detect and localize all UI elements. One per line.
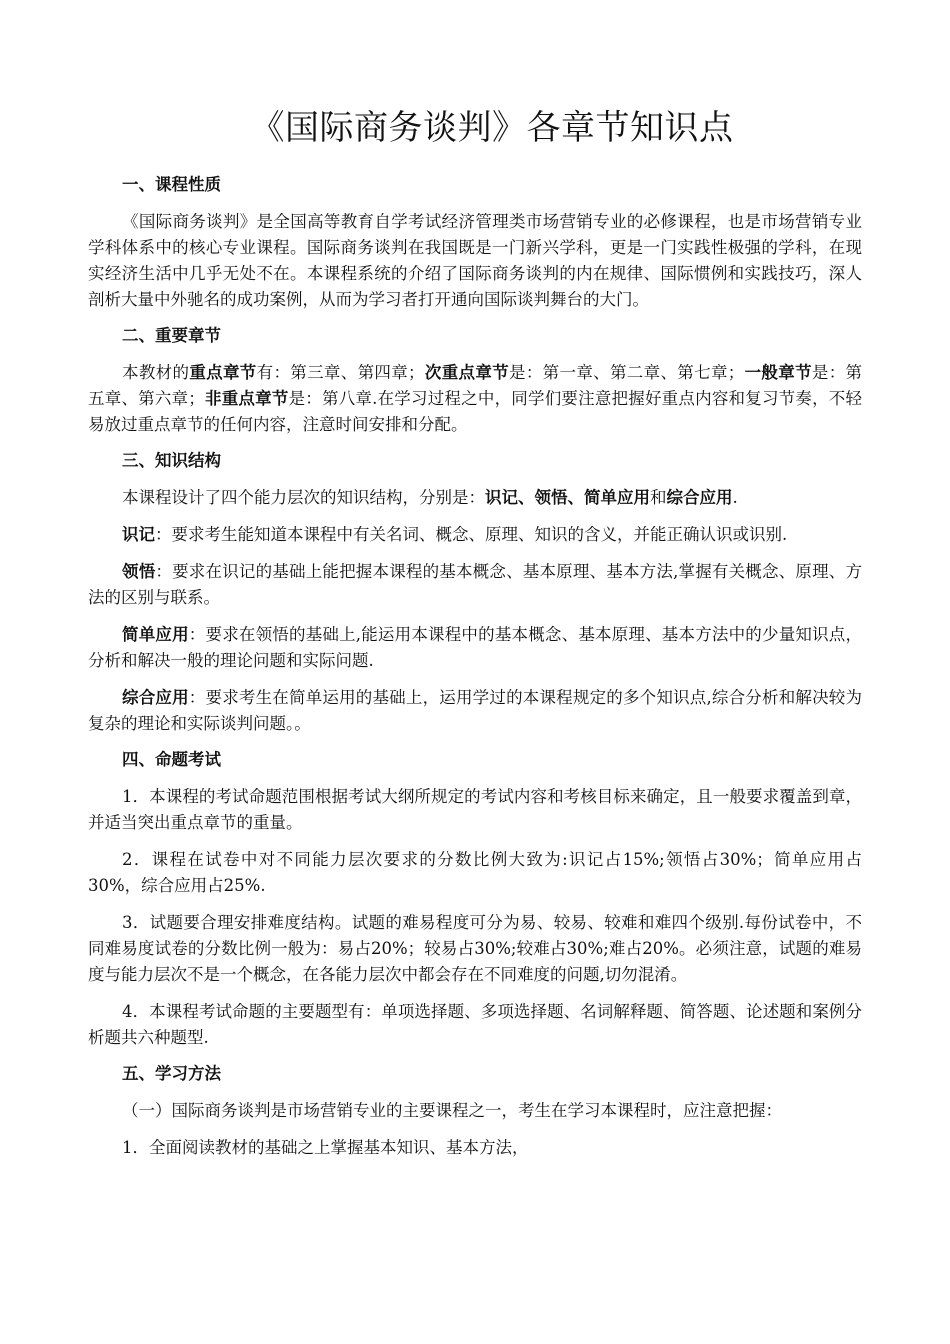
ability-level-item	[88, 559, 862, 611]
study-method-item: （一）国际商务谈判是市场营销专业的主要课程之一，考生在学习本课程时，应注意把握：	[122, 1101, 782, 1120]
ability-level-text: ：要求在识记的基础上能把握本课程的基本概念、基本原理、基本方法,掌握有关概念、原理、方法的区别与联系。	[88, 562, 863, 607]
text-run: 是：第一章、第二章、第七章；	[509, 363, 745, 382]
exam-item: 2．课程在试卷中对不同能力层次要求的分数比例大致为:识记占15%;领悟占30%；简单应用占30%，综合应用占25%.	[88, 850, 862, 895]
study-method-item: 1．全面阅读教材的基础之上掌握基本知识、基本方法，	[122, 1138, 529, 1157]
text-run: 是：第五章、第六章；	[88, 363, 863, 408]
ability-level-text: ：要求考生能知道本课程中有关名词、概念、原理、知识的含义，并能正确认识或识别.	[155, 525, 788, 544]
exam-item: 1．本课程的考试命题范围根据考试大纲所规定的考试内容和考核目标来确定，且一般要求覆盖到章，并适当突出重点章节的重量。	[88, 787, 862, 832]
text-run: 本课程设计了四个能力层次的知识结构，分别是：	[122, 488, 485, 507]
ability-level-text: ：要求在领悟的基础上,能运用本课程中的基本概念、基本原理、基本方法中的少量知识点，分析和解决一般的理论问题和实际问题.	[88, 625, 862, 670]
section-heading-study-methods: 五、学习方法	[122, 1064, 221, 1083]
key-chapters-paragraph	[88, 360, 862, 438]
knowledge-structure-intro	[88, 485, 862, 511]
ability-level-item	[88, 685, 862, 737]
section-heading-key-chapters: 二、重要章节	[122, 326, 221, 345]
bold-term: 综合应用	[666, 488, 733, 507]
bold-term: 识记、领悟、简单应用	[485, 488, 650, 507]
ability-level-label: 领悟	[122, 562, 156, 581]
text-run: 和	[650, 488, 667, 507]
section-heading-exam: 四、命题考试	[122, 750, 221, 769]
text-run: 有：第三章、第四章；	[256, 363, 425, 382]
section-heading-knowledge-structure: 三、知识结构	[122, 451, 221, 470]
ability-level-item	[88, 622, 862, 674]
bold-term: 重点章节	[189, 363, 257, 382]
ability-level-label: 识记	[122, 525, 155, 544]
bold-term: 非重点章节	[204, 389, 289, 408]
bold-term: 次重点章节	[424, 363, 510, 382]
exam-item: 4．本课程考试命题的主要题型有：单项选择题、多项选择题、名词解释题、简答题、论述题和案例分析题共六种题型.	[88, 1002, 862, 1047]
course-nature-paragraph: 《国际商务谈判》是全国高等教育自学考试经济管理类市场营销专业的必修课程，也是市场营销专业学科体系中的核心专业课程。国际商务谈判在我国既是一门新兴学科，更是一门实践性极强的学科，在现实经济生活中几乎无处不在。本课程系统的介绍了国际商务谈判的内在规律、国际惯例和实践技巧，深人剖析大量中外驰名的成功案例，从而为学习者打开通向国际谈判舞台的大门。	[88, 212, 862, 309]
document-page	[88, 100, 862, 1172]
ability-level-label: 简单应用	[122, 625, 189, 644]
bold-term: 一般章节	[744, 363, 812, 382]
ability-level-text: ：要求考生在简单运用的基础上，运用学过的本课程规定的多个知识点,综合分析和解决较为复杂的理论和实际谈判问题。。	[88, 688, 862, 733]
section-heading-course-nature: 一、课程性质	[122, 175, 221, 194]
text-run: 是：第八章.在学习过程之中，同学们要注意把握好重点内容和复习节奏，不轻易放过重点章节的任何内容，注意时间安排和分配。	[88, 389, 863, 434]
exam-item: 3．试题要合理安排难度结构。试题的难易程度可分为易、较易、较难和难四个级别.每份试卷中，不同难易度试卷的分数比例一般为：易占20%；较易占30%;较难占30%;难占20%。必须注意，试题的难易度与能力层次不是一个概念，在各能力层次中都会存在不同难度的问题,切勿混淆。	[88, 913, 862, 984]
ability-level-label: 综合应用	[122, 688, 189, 707]
text-run: 本教材的	[122, 363, 190, 382]
text-run: .	[732, 488, 738, 507]
ability-level-item	[88, 522, 862, 548]
document-title: 《国际商务谈判》各章节知识点	[250, 108, 734, 148]
